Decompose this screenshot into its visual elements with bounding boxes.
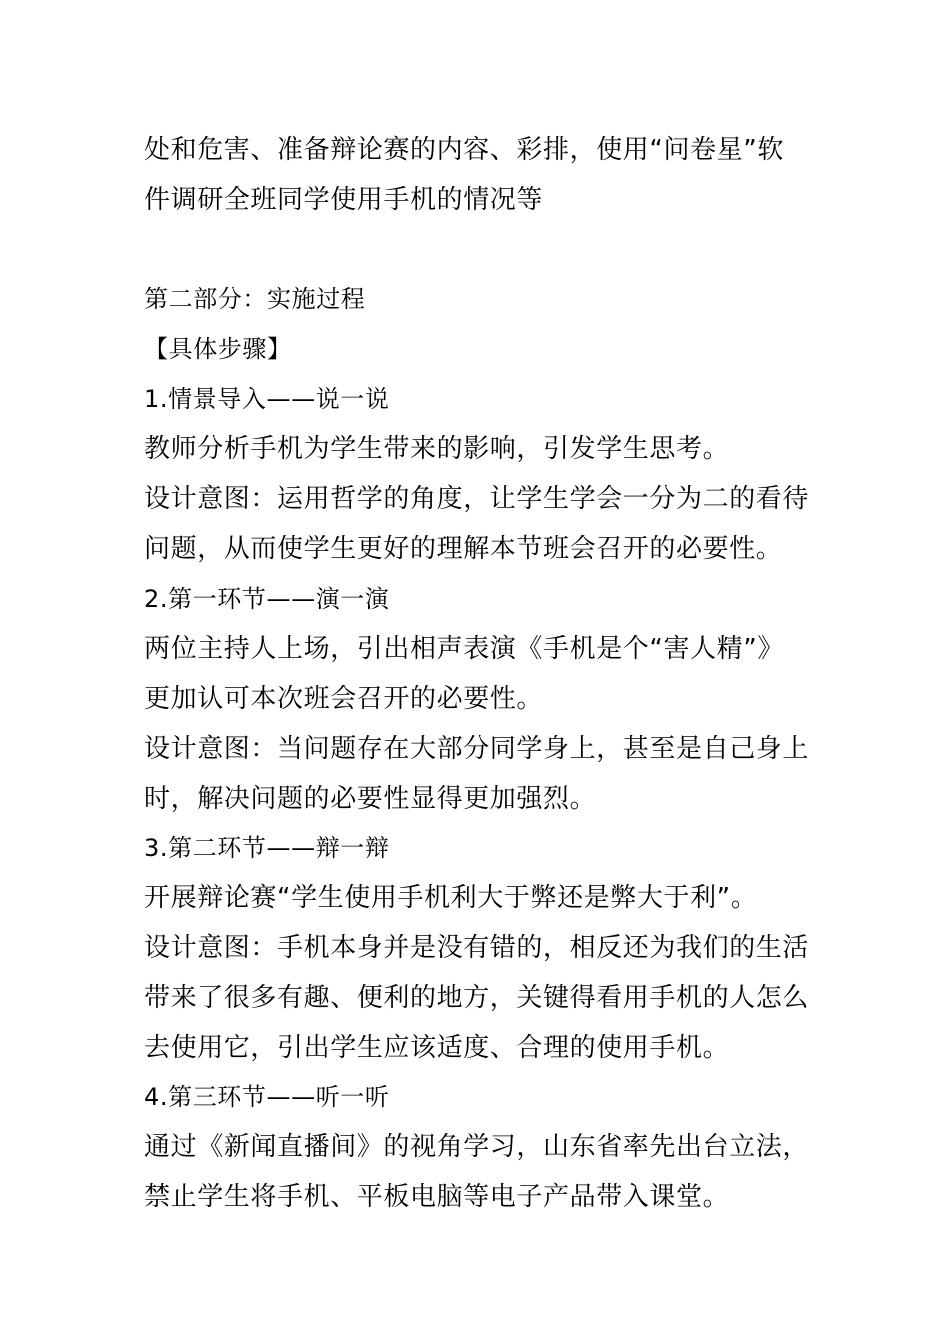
subsection-heading: 【具体步骤】 xyxy=(144,335,292,363)
paragraph-line: 教师分析手机为学生带来的影响，引发学生思考。 xyxy=(144,434,730,464)
paragraph-line: 设计意图：手机本身并是没有错的，相反还为我们的生活 xyxy=(144,933,810,963)
step-heading: 1.情景导入——说一说 xyxy=(144,385,390,413)
paragraph-line: 问题，从而使学生更好的理解本节班会召开的必要性。 xyxy=(144,534,783,564)
paragraph-line: 开展辩论赛“学生使用手机利大于弊还是弊大于利”。 xyxy=(144,883,758,913)
step-heading: 3.第二环节——辩一辩 xyxy=(144,834,390,862)
step-heading: 4.第三环节——听一听 xyxy=(144,1083,390,1111)
paragraph-line: 去使用它，引出学生应该适度、合理的使用手机。 xyxy=(144,1033,730,1063)
paragraph-line: 设计意图：当问题存在大部分同学身上，甚至是自己身上 xyxy=(144,734,810,764)
paragraph-line: 禁止学生将手机、平板电脑等电子产品带入课堂。 xyxy=(144,1182,730,1212)
paragraph-line: 时，解决问题的必要性显得更加强烈。 xyxy=(144,784,597,814)
paragraph-line: 处和危害、准备辩论赛的内容、彩排，使用“问卷星”软 xyxy=(144,135,784,165)
paragraph-line: 件调研全班同学使用手机的情况等 xyxy=(144,185,544,215)
step-heading: 2.第一环节——演一演 xyxy=(144,585,390,613)
paragraph-line: 两位主持人上场，引出相声表演《手机是个“害人精”》 xyxy=(144,634,784,664)
paragraph-line: 更加认可本次班会召开的必要性。 xyxy=(144,684,544,714)
paragraph-line: 设计意图：运用哲学的角度，让学生学会一分为二的看待 xyxy=(144,484,810,514)
paragraph-line: 通过《新闻直播间》的视角学习，山东省率先出台立法， xyxy=(144,1132,810,1162)
section-heading: 第二部分：实施过程 xyxy=(144,285,366,313)
paragraph-line: 带来了很多有趣、便利的地方，关键得看用手机的人怎么 xyxy=(144,983,810,1013)
